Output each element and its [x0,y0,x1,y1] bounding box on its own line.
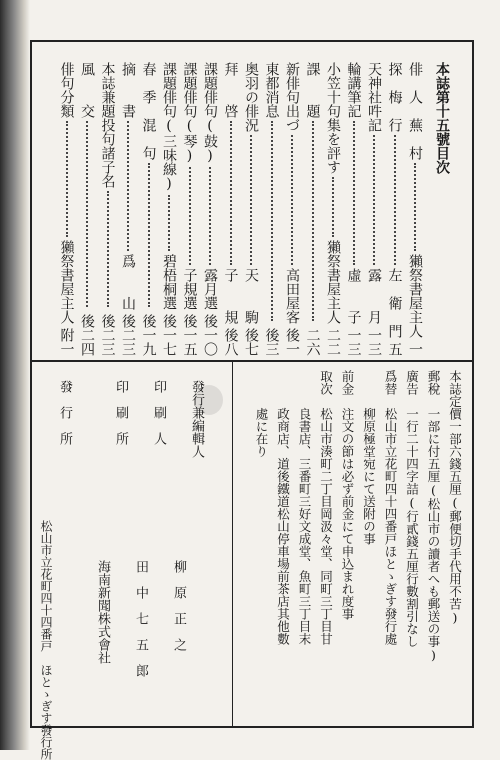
toc-entry-author: 虛 子 [345,268,362,324]
colophon-role: 發 行 所 [57,380,72,445]
toc-entry [263,62,281,356]
leader-dots [373,135,375,265]
toc-entry-author: 天 駒 [243,268,259,324]
colophon-role: 發行兼編輯人 [189,380,204,458]
toc-entry-page: 二六 [304,328,321,356]
page-binding-edge [0,0,30,750]
toc-entry-title: 探 梅 行 [386,62,403,132]
toc-entry-page: 附一 [58,328,75,356]
toc-entry-author: 露月選 [202,268,218,310]
toc-entry-title: 摘 書 [120,62,136,118]
leader-dots [353,121,355,265]
toc-entry-title: 俳 人 蕪 村 [407,62,423,160]
toc-entry [160,62,178,356]
toc-entry [283,62,301,356]
leader-dots [332,177,334,237]
notice-line: 政商店、道後鐵道松山停車場前茶店其他數 [275,370,291,645]
leader-dots [230,121,232,265]
toc-entry [140,62,158,356]
notice-line: 廣告 一行二十四字詰(行貳錢五厘行數割引なし [404,370,420,648]
colophon-role: 印 刷 所 [113,380,128,445]
toc-entry [58,62,76,356]
toc-entry-title: 春 季 混 句 [140,62,157,160]
toc-entry-page: 後一〇 [202,314,218,356]
column-divider [232,360,233,728]
toc-entry [406,62,424,356]
toc-entry-author: 高田屋客 [284,268,300,324]
toc-entry-title: 小笠十句集を評す [325,62,341,174]
notice-line: 良書店、三番町三好文成堂、魚町三丁目末 [297,370,312,645]
toc-entry [345,62,363,356]
toc-entry-title: 俳句分類 [58,62,75,118]
toc-entry-page: 後三 [263,328,280,356]
toc-entry-page: 後一七 [161,314,177,356]
toc-entry [324,62,342,356]
leader-dots [168,195,170,251]
toc-entry-page: 後二四 [79,314,95,356]
toc-entry-page: 後一九 [140,314,157,356]
notice-line: 處に在り [254,370,269,458]
toc-entry-title: 東都消息 [263,62,280,118]
toc-entry [222,62,240,356]
toc-entry-title: 課 題 [304,62,321,118]
toc-entry [201,62,219,356]
leader-dots [291,135,293,265]
leader-dots [148,163,150,307]
toc-entry-page: 二二 [325,328,341,356]
notice-line: 爲替 松山市立花町四十四番戸ほとゝぎす發行處 [383,370,398,645]
toc-entry [365,62,383,356]
leader-dots [127,121,129,251]
toc-entry-page: 後一五 [181,314,198,356]
leader-dots [209,167,211,265]
toc-entry-title: 課題俳句(鼓) [202,62,218,164]
colophon-name: 田 中 七 五 郎 [133,560,148,677]
toc-entry-author: 左 衛 門 [386,268,403,338]
toc-title: 本誌第十五號目次 [434,62,450,174]
toc-entry-author: 子 規 [222,268,239,324]
leader-dots [66,121,68,237]
toc-entry [386,62,404,356]
toc-entry-title: 新俳句出づ [284,62,300,132]
notice-line: 前金 注文の節は必ず前金にて申込まれ度事 [340,370,355,620]
notice-line: 本誌定價一部六錢五厘(郵便切手代用不苦) [447,370,463,625]
toc-entry-page: 後七 [243,328,259,356]
toc-entry-page: 一 [407,342,423,356]
toc-entry [78,62,96,356]
colophon-name: 松山市立花町四十四番戸 ほとゝぎす發行所 [39,520,53,760]
leader-dots [312,121,314,321]
toc-entry-author: 獺祭書屋主人 [58,240,75,324]
toc-entry-page: 後二三 [99,314,116,356]
toc-entry-title: 風 交 [79,62,95,118]
leader-dots [414,163,416,251]
toc-entry [242,62,260,356]
colophon-name: 柳 原 正 之 [171,560,186,651]
toc-entry-title: 本誌兼題投句諸子名 [99,62,116,188]
toc-entry [181,62,199,356]
toc-entry-author: 爲 山 [120,254,136,310]
leader-dots [107,191,109,307]
toc-entry-author: 露 月 [366,268,382,324]
toc-entry [119,62,137,356]
toc-entry-author: 獺祭書屋主人 [325,240,341,324]
toc-entry [304,62,322,356]
leader-dots [394,135,396,265]
notice-line: 取次 松山市湊町二丁目岡汲々堂、同町三丁目甘 [318,370,334,645]
leader-dots [271,121,273,321]
toc-entry-title: 輪講筆記 [345,62,362,118]
toc-entry-title: 天神社吽記 [366,62,382,132]
toc-entry-author: 獺祭書屋主人 [407,254,423,338]
toc-entry-page: 後八 [222,328,239,356]
notice-line: 郵稅 一部に付五厘(松山市の讀者へも郵送の事) [426,370,441,663]
section-divider [30,360,474,362]
leader-dots [250,135,252,265]
toc-entry-title: 拜 啓 [222,62,239,118]
toc-entry-title: 課題俳句(三味線) [161,62,177,192]
toc-entry-page: 一三 [366,328,382,356]
toc-entry-page: 五 [386,342,403,356]
toc-entry-title: 奥羽の俳況 [243,62,259,132]
toc-entry-author: 碧梧桐選 [161,254,177,310]
toc-entry-author: 子規選 [181,268,198,310]
leader-dots [189,167,191,265]
colophon-role: 印 刷 人 [151,380,166,445]
colophon-name: 海南新聞株式會社 [95,560,110,664]
toc-entry [99,62,117,356]
toc-entry-page: 後一 [284,328,300,356]
leader-dots [86,121,88,307]
toc-entry-page: 一三 [345,328,362,356]
toc-entry-title: 課題俳句(琴) [181,62,198,164]
notice-line: 柳原極堂宛にて送附の事 [361,370,377,545]
toc-entry-page: 後二三 [120,314,136,356]
